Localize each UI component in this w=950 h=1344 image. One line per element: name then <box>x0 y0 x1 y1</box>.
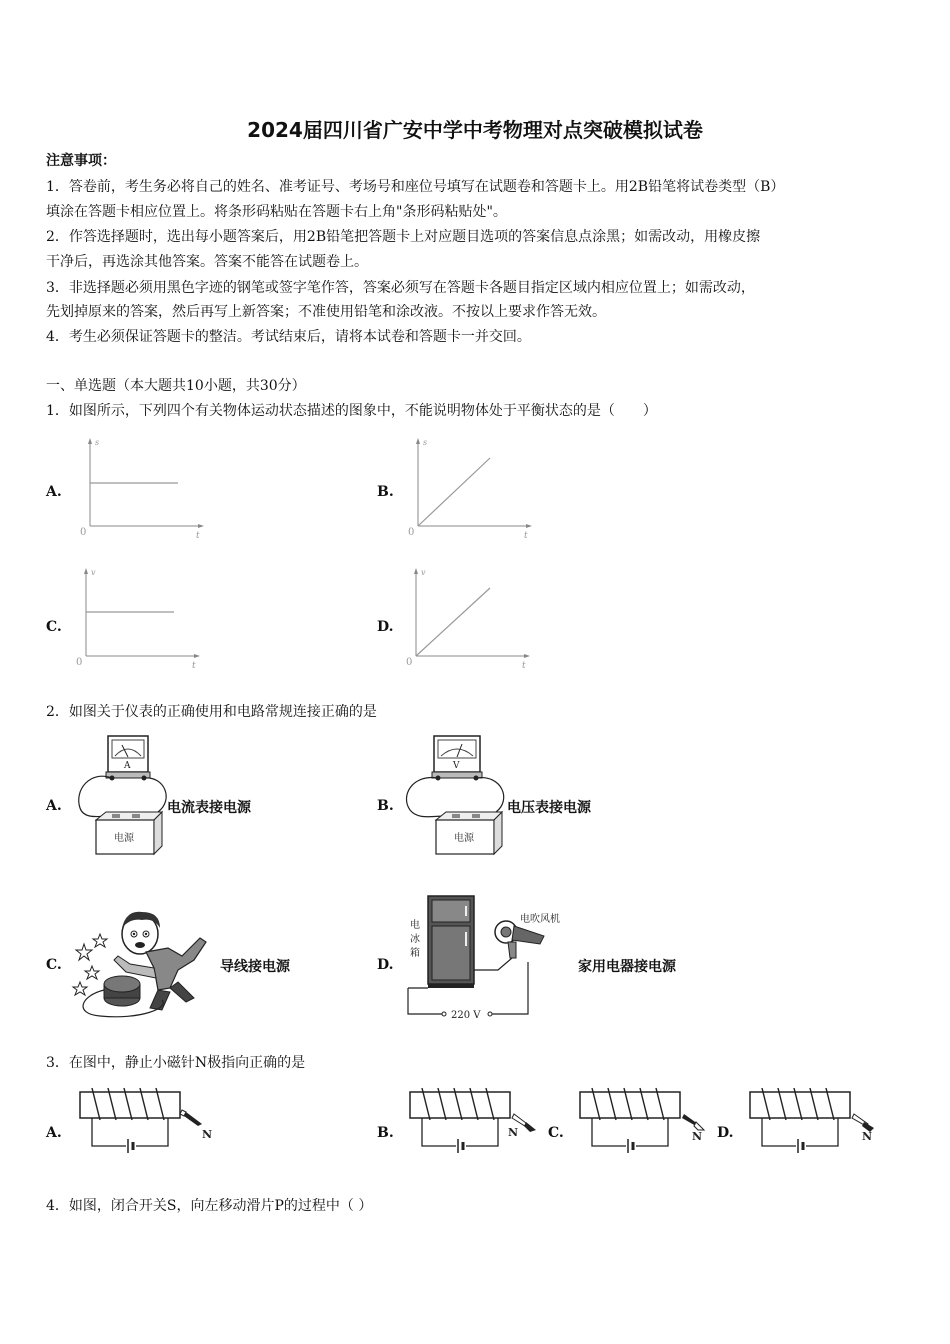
question-2-stem: 2．如图关于仪表的正确使用和电路常规连接正确的是 <box>46 704 377 720</box>
q2-figure-c-short-circuit <box>70 904 220 1024</box>
q3-option-c-label: C. <box>548 1125 564 1141</box>
graph-d-x-label: t <box>522 661 526 671</box>
q1-option-d-label: D. <box>377 619 394 635</box>
ammeter-symbol: A <box>124 761 131 771</box>
graph-c-x-label: t <box>192 661 196 671</box>
power-box-label: 电源 <box>454 833 474 844</box>
voltage-label: 220 V <box>451 1010 481 1021</box>
q3-figure-a <box>78 1088 218 1160</box>
graph-a-x-label: t <box>196 531 200 541</box>
q3-option-d-label: D. <box>717 1125 734 1141</box>
voltmeter-symbol: V <box>453 761 460 771</box>
q1-option-c-label: C. <box>46 619 62 635</box>
notes-heading: 注意事项： <box>46 153 116 169</box>
notes-line: 3．非选择题必须用黑色字迹的钢笔或签字笔作答，答案必须写在答题卡各题目指定区域内相应位置上；如需改动， <box>46 280 755 296</box>
fridge-label-3: 箱 <box>410 948 420 959</box>
notes-line: 2．作答选择题时，选出每小题答案后，用2B铅笔把答题卡上对应题目选项的答案信息点涂黑；如需改动，用橡皮擦 <box>46 229 761 245</box>
fridge-label-2: 冰 <box>410 934 420 945</box>
q1-option-b-label: B. <box>377 484 394 500</box>
notes-line: 先划掉原来的答案，然后再写上新答案；不准使用铅笔和涂改液。不按以上要求作答无效。 <box>46 304 606 320</box>
q2-option-a-label: A. <box>46 798 62 814</box>
q1-graph-a <box>76 436 206 540</box>
q1-graph-c <box>72 566 202 670</box>
q2-caption-d: 家用电器接电源 <box>578 959 676 975</box>
q2-caption-a: 电流表接电源 <box>167 800 251 816</box>
graph-a-y-label: s <box>95 438 100 447</box>
q2-caption-c: 导线接电源 <box>220 959 290 975</box>
notes-line: 干净后，再选涂其他答案。答案不能答在试题卷上。 <box>46 254 368 270</box>
q3-figure-c <box>578 1088 718 1160</box>
needle-n-label: N <box>692 1130 703 1143</box>
q2-option-b-label: B. <box>377 798 394 814</box>
notes-line: 4．考生必须保证答题卡的整洁。考试结束后，请将本试卷和答题卡一并交回。 <box>46 329 531 345</box>
q3-figure-b <box>408 1088 548 1160</box>
notes-line: 1．答卷前，考生务必将自己的姓名、准考证号、考场号和座位号填写在试题卷和答题卡上。用2B铅笔将试卷类型（B） <box>46 179 785 195</box>
graph-c-origin: 0 <box>76 657 83 668</box>
question-3-stem: 3．在图中，静止小磁针N极指向正确的是 <box>46 1055 306 1071</box>
question-4-stem: 4．如图，闭合开关S，向左移动滑片P的过程中（ ） <box>46 1198 373 1214</box>
power-box-label: 电源 <box>114 833 134 844</box>
graph-b-origin: 0 <box>408 527 415 538</box>
needle-n-label: N <box>202 1128 213 1141</box>
q2-caption-b: 电压表接电源 <box>507 800 591 816</box>
q1-graph-b <box>404 436 534 540</box>
q3-option-a-label: A. <box>46 1125 62 1141</box>
q3-option-b-label: B. <box>377 1125 394 1141</box>
q1-option-a-label: A. <box>46 484 62 500</box>
dryer-label: 电吹风机 <box>520 914 560 925</box>
graph-b-x-label: t <box>524 531 528 541</box>
notes-line: 填涂在答题卡相应位置上。将条形码粘贴在答题卡右上角"条形码粘贴处"。 <box>46 204 507 220</box>
question-1-stem: 1．如图所示，下列四个有关物体运动状态描述的图象中，不能说明物体处于平衡状态的是（ ） <box>46 403 657 419</box>
graph-d-y-label: v <box>421 568 426 577</box>
q2-figure-a-ammeter <box>70 730 170 860</box>
q2-figure-d-appliances <box>404 892 579 1022</box>
graph-c-y-label: v <box>91 568 96 577</box>
q3-figure-d <box>748 1088 888 1160</box>
fridge-label-1: 电 <box>410 920 420 931</box>
section-heading: 一、单选题（本大题共10小题，共30分） <box>46 378 306 394</box>
graph-a-origin: 0 <box>80 527 87 538</box>
q2-figure-b-voltmeter <box>402 730 512 860</box>
needle-n-label: N <box>508 1126 519 1139</box>
q2-option-d-label: D. <box>377 957 394 973</box>
graph-b-y-label: s <box>423 438 428 447</box>
page-title: 2024届四川省广安中学中考物理对点突破模拟试卷 <box>247 118 703 142</box>
q2-option-c-label: C. <box>46 957 62 973</box>
needle-n-label: N <box>862 1130 873 1143</box>
graph-d-origin: 0 <box>406 657 413 668</box>
q1-graph-d <box>402 566 532 670</box>
